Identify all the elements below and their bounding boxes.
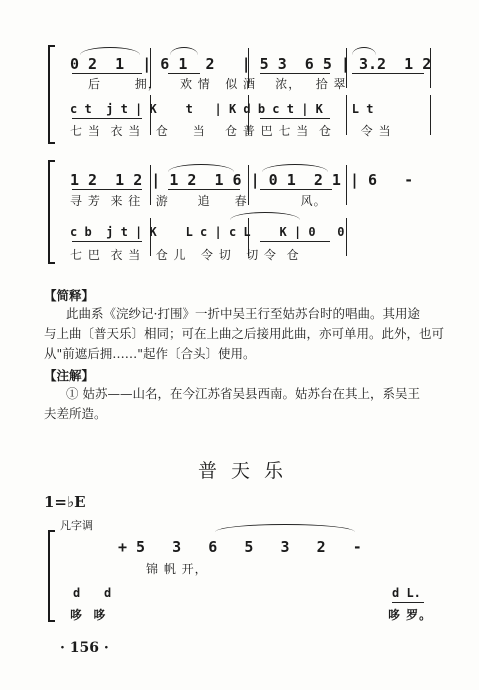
beam-underline <box>260 189 332 190</box>
slur <box>215 524 355 532</box>
beam-underline <box>72 189 142 190</box>
key-signature: 1=♭E <box>44 493 86 511</box>
beam-underline <box>260 118 330 119</box>
system-bracket <box>48 160 55 264</box>
zhujie-line: 夫差所造。 <box>44 406 107 421</box>
page-number: · 156 · <box>60 640 109 656</box>
zhujie-heading: 【注解】 <box>44 368 95 383</box>
notation-row: 0 2 1 | 6 1 2 | 5 3 6 5 | 3.2 1 2 <box>70 55 432 73</box>
percussion-note: d L. <box>392 586 421 600</box>
slur <box>230 212 300 220</box>
jianshi-line: 从"前遮后拥……"起作〔合头〕使用。 <box>44 346 256 361</box>
system-bracket <box>48 530 55 622</box>
barline <box>430 95 431 135</box>
system-bracket <box>48 45 55 144</box>
zhujie-line: ① 姑苏——山名，在今江苏省吴县西南。姑苏台在其上，系吴王 <box>66 386 420 401</box>
slur <box>80 47 140 55</box>
percussion-lyrics-row: 哆 哆 <box>70 608 107 622</box>
beam-underline <box>72 118 142 119</box>
jianshi-line: 与上曲〔普天乐〕相同；可在上曲之后接用此曲，亦可单用。此外，也可 <box>44 326 445 341</box>
percussion-row: c b j t | K L c | c L K | 0 0 <box>70 225 345 239</box>
jianshi-line: 此曲系《浣纱记·打围》一折中吴王行至姑苏台时的唱曲。其用途 <box>66 306 420 321</box>
percussion-lyrics-row: 七 当 衣 当 仓 当 仓 普 巴 七 当 仓 令 当 <box>70 124 392 138</box>
beam-underline <box>260 241 330 242</box>
beam-underline <box>72 73 142 74</box>
notation-row: 1 2 1 2 | 1 2 1 6 | 0 1 2 1 | 6 - <box>70 171 414 189</box>
percussion-lyrics-row: 七 巴 衣 当 仓 儿 令 切 切 令 仓 <box>70 248 300 262</box>
percussion-lyrics-row: 哆 罗。 <box>388 608 433 622</box>
beam-underline <box>260 73 330 74</box>
lyrics-row: 锦 帆 开， <box>146 562 208 576</box>
mode-label: 凡字调 <box>60 519 93 532</box>
barline <box>346 218 347 256</box>
piece-title: 普天乐 <box>198 460 298 482</box>
percussion-note: d <box>104 586 112 600</box>
lyrics-row: 寻 芳 来 往 游 追 春 风。 <box>70 194 327 208</box>
beam-underline <box>352 73 424 74</box>
jianshi-heading: 【简释】 <box>44 288 95 303</box>
beam-underline <box>392 602 424 603</box>
lyrics-row: 后 拥， 欢 情 似 酒 浓， 拾 翠 <box>88 77 347 91</box>
beam-underline <box>72 241 142 242</box>
beam-underline <box>168 73 200 74</box>
slur <box>170 47 198 55</box>
notation-row: + 5 3 6 5 3 2 - <box>118 538 362 556</box>
beam-underline <box>168 189 240 190</box>
percussion-note: d <box>73 586 81 600</box>
slur <box>352 47 376 55</box>
percussion-row: c t j t | K t | K d b c t | K L t <box>70 102 374 116</box>
